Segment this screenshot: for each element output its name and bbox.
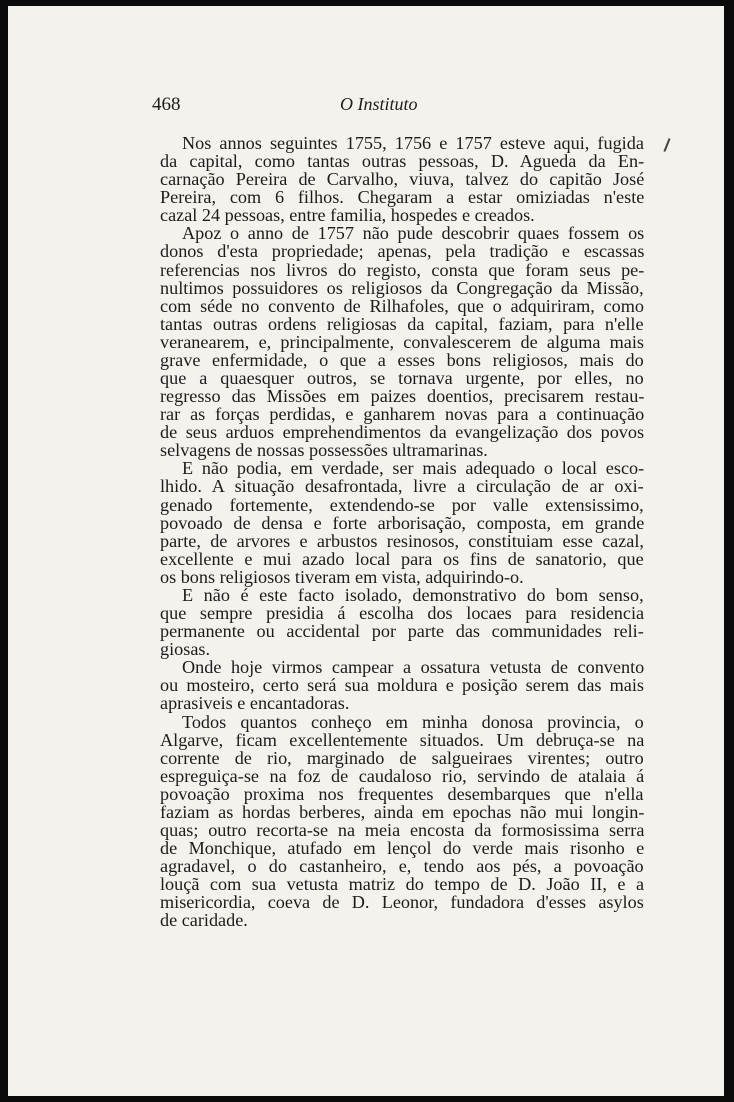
text-line: excellente e mui azado local para os fins de sanatorio, que [160, 548, 644, 569]
text-line: misericordia, coeva de D. Leonor, fundadora d'esses asylos [160, 892, 644, 913]
text-line: de Monchique, atufado em lençol do verde mais risonho e [160, 838, 645, 859]
paragraph [160, 224, 644, 459]
paragraph [160, 658, 644, 712]
text-line: selvagens de nossas possessões ultramarinas. [160, 440, 488, 461]
text-line: lhido. A situação desafrontada, livre a circulação de ar oxi- [160, 476, 644, 497]
text-line: giosas. [160, 639, 211, 660]
text-line: veranearem, e, principalmente, convalescerem de alguma mais [160, 331, 645, 352]
text-line: referencias nos livros do registo, consta que foram seus pe- [160, 259, 645, 280]
text-line: ou mosteiro, certo será sua moldura e posição serem das mais [160, 675, 644, 696]
running-title: O Instituto [340, 94, 418, 114]
text-line: que sempre presidia á escolha dos locaes para residencia [160, 603, 645, 624]
paragraph [160, 586, 644, 658]
paragraph [160, 459, 644, 586]
body-text [160, 134, 644, 929]
text-line: permanente ou accidental por parte das communidades reli- [160, 621, 644, 642]
text-line: aprasiveis e encantadoras. [160, 693, 350, 714]
text-line: parte, de arvores e arbustos resinosos, constituiam esse cazal, [160, 530, 644, 551]
text-line: Nos annos seguintes 1755, 1756 e 1757 esteve aqui, fugida [182, 133, 644, 153]
text-line: rar as forças perdidas, e ganharem novas para a continuação [160, 404, 645, 425]
text-line: da capital, como tantas outras pessoas, D. Agueda da En- [160, 151, 645, 172]
text-line: Pereira, com 6 filhos. Chegaram a estar omiziadas n'este [160, 187, 645, 208]
text-line: carnação Pereira de Carvalho, viuva, talvez do capitão José [160, 169, 645, 190]
text-line: com séde no convento de Rilhafoles, que o adquiriram, como [160, 295, 644, 316]
book-page [8, 6, 724, 1096]
text-line: cazal 24 pessoas, entre familia, hospedes e creados. [160, 205, 535, 226]
text-line: povoação proxima nos frequentes desembarques que n'ella [160, 783, 644, 804]
text-line: povoado de densa e forte arborisação, composta, em grande [160, 512, 645, 533]
text-line: Todos quantos conheço em minha donosa provincia, o [182, 711, 644, 732]
text-line: espreguiça-se na foz de caudaloso rio, servindo de atalaia á [160, 765, 645, 786]
ink-mark-decoration [663, 138, 670, 152]
text-line: Algarve, ficam excellentemente situados. Um debruça-se na [160, 729, 645, 750]
text-line: faziam as hordas berberes, ainda em epochas não mui longin- [160, 801, 645, 822]
text-line: louçã com sua vetusta matriz do tempo de D. João II, e a [160, 874, 645, 895]
text-line: Apoz o anno de 1757 não pude descobrir quaes fossem os [182, 223, 645, 244]
text-line: de caridade. [160, 910, 248, 931]
text-line: quas; outro recorta-se na meia encosta da formosissima serra [160, 819, 645, 840]
text-line: donos d'esta propriedade; apenas, pela tradição e escassas [160, 241, 645, 262]
text-line: corrente de rio, marginado de salgueiraes virentes; outro [160, 747, 644, 768]
paragraph [160, 713, 644, 930]
text-line: E não é este facto isolado, demonstrativo do bom senso, [182, 584, 644, 605]
text-line: grave enfermidade, o que a esses bons religiosos, mais do [160, 349, 644, 370]
text-line: Onde hoje virmos campear a ossatura vetusta de convento [182, 657, 645, 678]
text-line: tantas outras ordens religiosas da capital, faziam, para n'elle [160, 313, 644, 334]
text-line: nultimos possuidores os religiosos da Congregação da Missão, [160, 277, 644, 298]
text-line: E não podia, em verdade, ser mais adequado o local esco- [182, 458, 645, 479]
text-line: os bons religiosos tiveram em vista, adquirindo-o. [160, 566, 524, 587]
paragraph [160, 134, 644, 224]
text-line: de seus arduos emprehendimentos da evangelização dos povos [160, 422, 645, 443]
text-line: que a quaesquer outros, se tornava urgente, por elles, no [160, 368, 644, 389]
text-line: genado fortemente, extendendo-se por valle extensissimo, [160, 494, 644, 515]
page-header [8, 94, 724, 118]
text-line: regresso das Missões em paizes doentios, precisarem restau- [160, 386, 645, 407]
page-number: 468 [152, 94, 181, 115]
text-line: agradavel, o do castanheiro, e, tendo aos pés, a povoação [160, 856, 644, 877]
